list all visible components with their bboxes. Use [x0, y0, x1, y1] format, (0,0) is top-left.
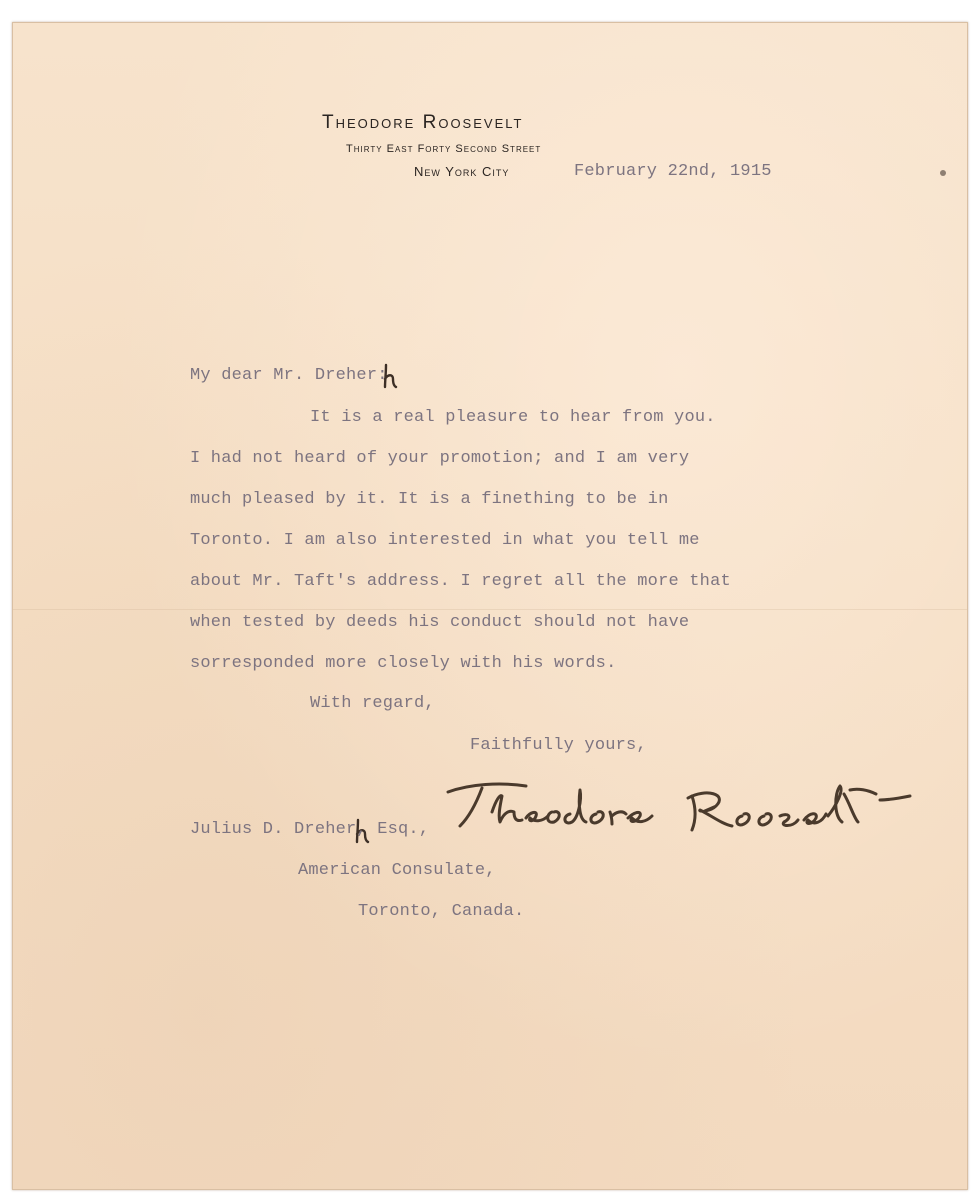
letterhead-street: Thirty East Forty Second Street [346, 143, 542, 155]
handwritten-correction-h [382, 363, 398, 389]
body-line: about Mr. Taft's address. I regret all the more that [190, 572, 731, 591]
regard-line: With regard, [310, 694, 435, 713]
body-line: Toronto. I am also interested in what you tell me [190, 531, 700, 550]
letter-date: February 22nd, 1915 [574, 162, 772, 181]
body-line: I had not heard of your promotion; and I am very [190, 449, 690, 468]
body-line: much pleased by it. It is a finething to be in [190, 490, 669, 509]
paper-speck [940, 170, 946, 176]
letterhead-city: New York City [414, 164, 510, 179]
closing-line: Faithfully yours, [470, 736, 647, 755]
paper-fold [13, 609, 967, 610]
handwritten-signature [430, 760, 930, 850]
letterhead-name: Theodore Roosevelt [322, 112, 524, 133]
address-line: Julius D. Dreher, Esq., [190, 820, 430, 839]
address-line: Toronto, Canada. [358, 902, 525, 921]
body-line: sorresponded more closely with his words. [190, 654, 617, 673]
salutation: My dear Mr. Dreher: [190, 366, 388, 385]
body-line: It is a real pleasure to hear from you. [310, 408, 716, 427]
letter-sheet [12, 22, 968, 1190]
address-line: American Consulate, [298, 861, 496, 880]
body-line: when tested by deeds his conduct should not have [190, 613, 690, 632]
